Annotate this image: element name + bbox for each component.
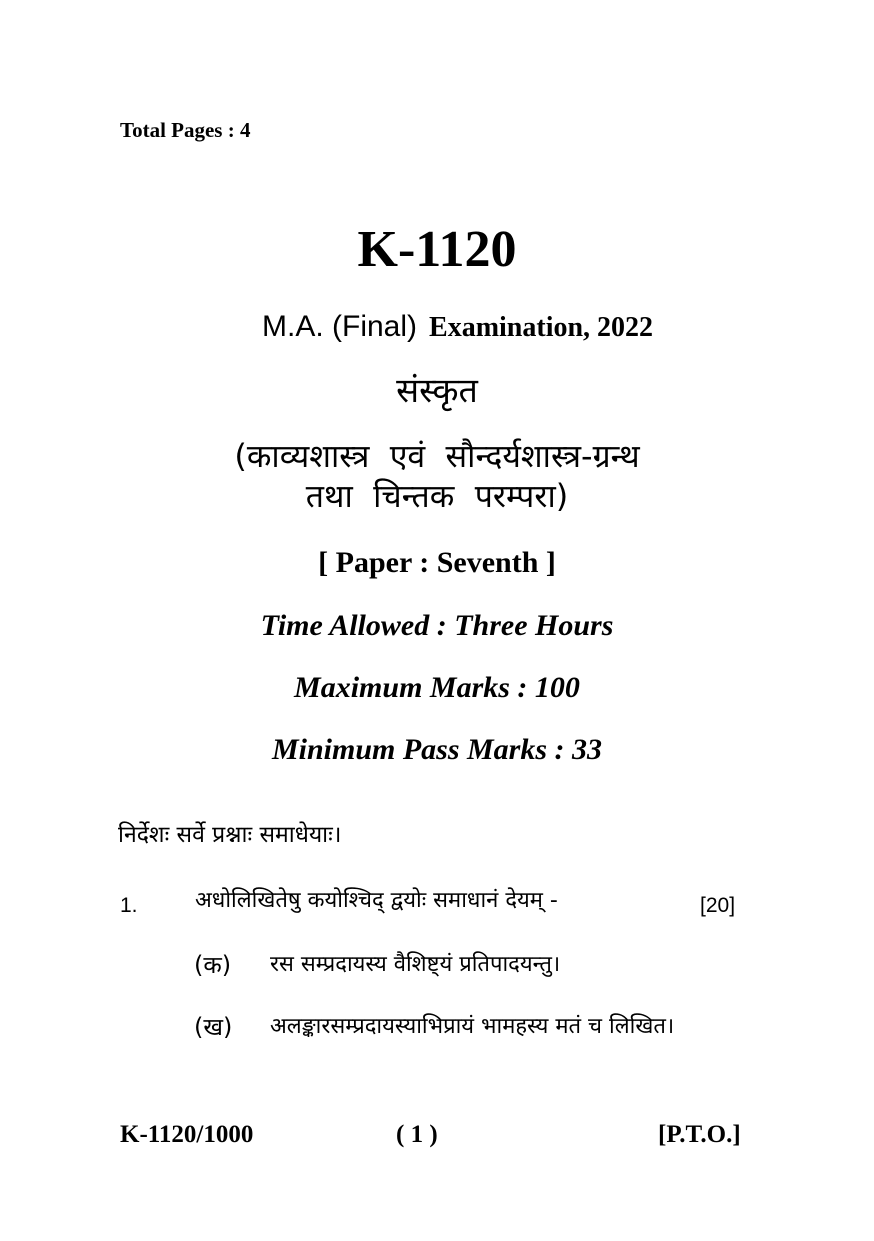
- exam-line: [262, 312, 653, 342]
- part-text-kha: अलङ्कारसम्प्रदायस्याभिप्रायं भामहस्य मतं च लिखित।: [270, 1014, 675, 1039]
- footer-code: K-1120/1000: [120, 1121, 254, 1148]
- course-name: M.A. (Final): [262, 310, 418, 343]
- time-allowed: Time Allowed : Three Hours: [260, 609, 614, 642]
- question-text: अधोलिखितेषु कयोश्चिद् द्वयोः समाधानं देयम् -: [195, 888, 558, 913]
- paper-title-line2: तथा चिन्तक परम्परा): [305, 477, 569, 515]
- examination-year: Examination, 2022: [429, 312, 654, 343]
- part-label-kha: (ख): [194, 1013, 233, 1041]
- minimum-pass-marks: Minimum Pass Marks : 33: [271, 733, 603, 766]
- part-label-ka: (क): [194, 951, 232, 979]
- subject: संस्कृत: [396, 371, 478, 411]
- paper-number: [ Paper : Seventh ]: [318, 546, 556, 579]
- pto-label: [P.T.O.]: [658, 1121, 741, 1148]
- instructions: निर्देशः सर्वे प्रश्नाः समाधेयाः।: [118, 822, 342, 848]
- maximum-marks: Maximum Marks : 100: [294, 671, 580, 704]
- paper-title-line1: (काव्यशास्त्र एवं सौन्दर्यशास्त्र-ग्रन्थ: [234, 437, 640, 475]
- total-pages: Total Pages : 4: [120, 118, 251, 142]
- part-text-ka: रस सम्प्रदायस्य वैशिष्ट्यं प्रतिपादयन्तु।: [270, 952, 561, 977]
- question-number: 1.: [120, 894, 138, 917]
- question-marks: [20]: [700, 894, 736, 917]
- paper-code: K-1120: [357, 221, 517, 278]
- page-number: ( 1 ): [396, 1121, 438, 1148]
